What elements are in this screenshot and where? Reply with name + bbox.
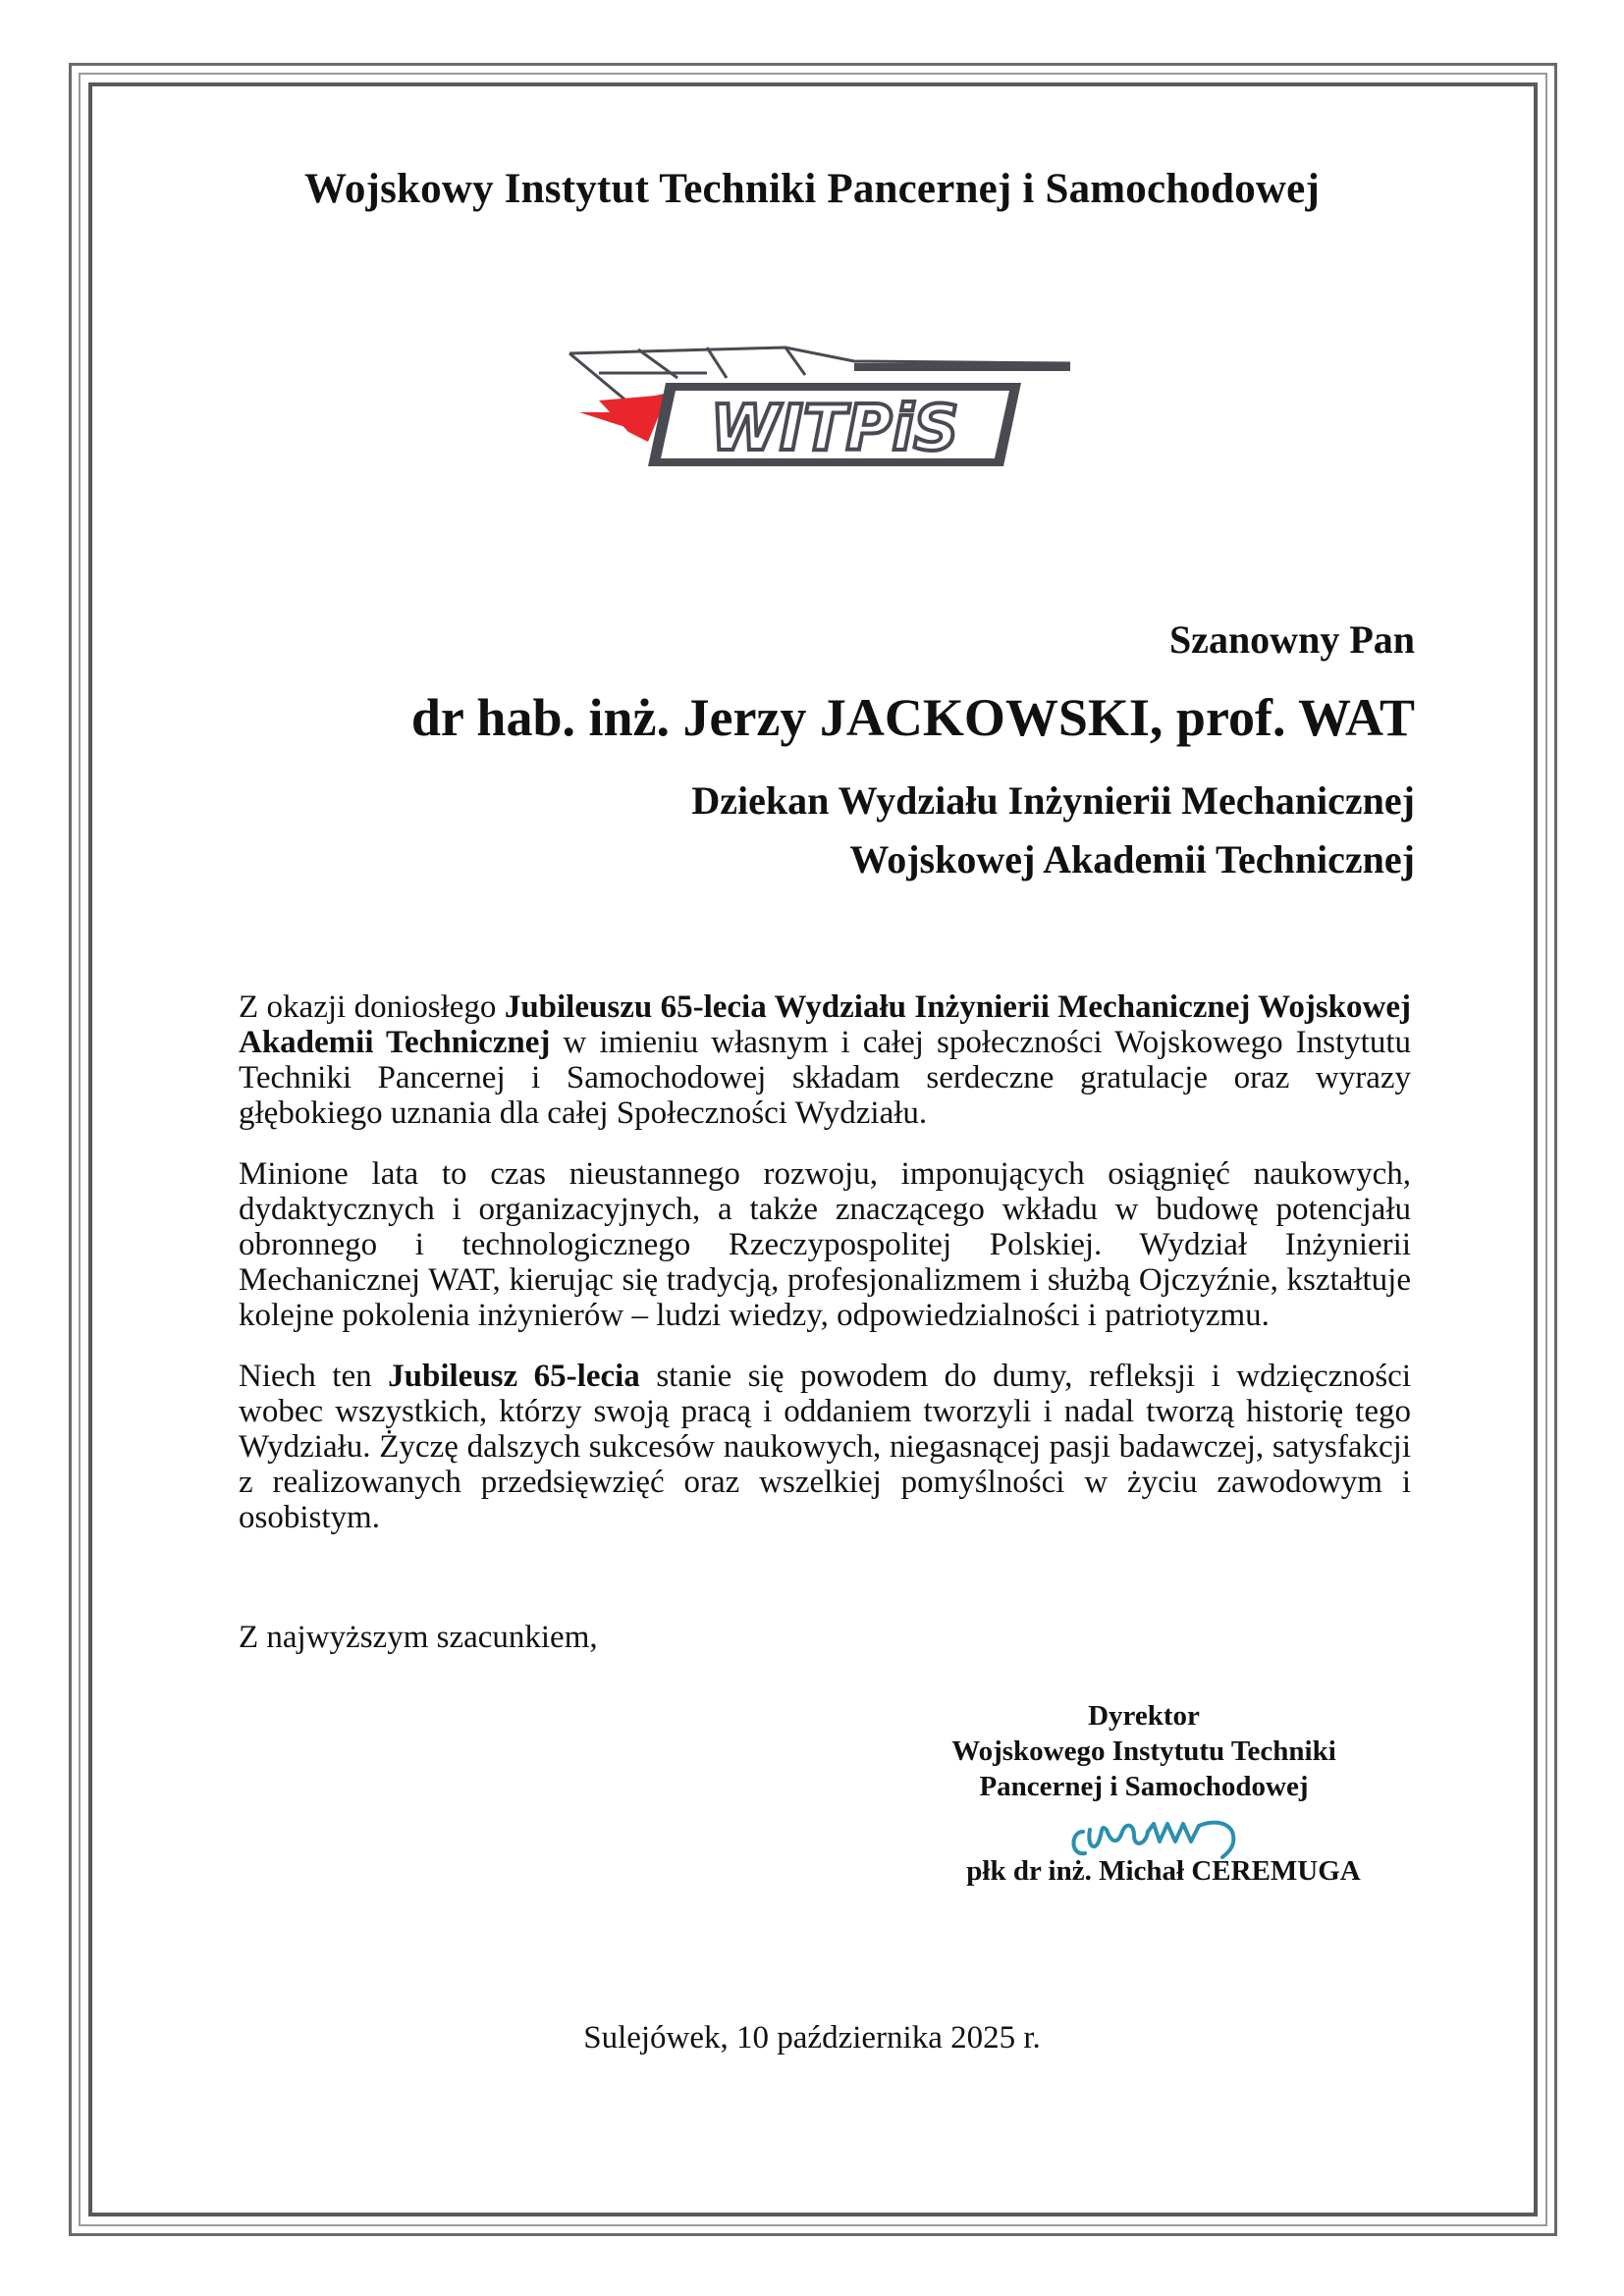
place-and-date: Sulejówek, 10 października 2025 r. bbox=[583, 2020, 1041, 2056]
signature-institution-line2: Pancernej i Samochodowej bbox=[979, 1771, 1309, 1802]
institution-header: Wojskowy Instytut Techniki Pancernej i Samochodowej bbox=[304, 166, 1320, 212]
handwritten-signature bbox=[1065, 1802, 1281, 1861]
signatory-name: płk dr inż. Michał CEREMUGA bbox=[966, 1855, 1361, 1887]
recipient-role-line1: Dziekan Wydziału Inżynierii Mechanicznej bbox=[691, 778, 1415, 823]
paragraph-2: Minione lata to czas nieustannego rozwoju, imponujących osiągnięć naukowych, dydaktycznych i organizacyjnych, a także znaczącego wkładu w budowę potencjału obronnego i technologicznego Rzeczypospolitej Polskiej. Wydział Inżynierii Mechanicznej WAT, kierując się tradycją, profesjonalizmem i służbą Ojczyźnie, kształtuje kolejne pokolenia inżynierów – ludzi wiedzy, odpowiedzialności i patriotyzmu. bbox=[239, 1156, 1411, 1333]
signature-title: Dyrektor bbox=[1088, 1700, 1200, 1732]
closing-phrase: Z najwyższym szacunkiem, bbox=[239, 1620, 598, 1655]
recipient-name: dr hab. inż. Jerzy JACKOWSKI, prof. WAT bbox=[410, 688, 1415, 747]
recipient-role-line2: Wojskowej Akademii Technicznej bbox=[849, 837, 1415, 881]
salutation: Szanowny Pan bbox=[1168, 617, 1415, 662]
logo-text: WITPiS bbox=[710, 393, 959, 465]
witpis-logo bbox=[560, 334, 1080, 491]
signature-institution-line1: Wojskowego Instytutu Techniki bbox=[951, 1735, 1336, 1767]
paragraph-1: Z okazji doniosłego Jubileuszu 65-lecia Wydziału Inżynierii Mechanicznej Wojskowej Akademii Technicznej w imieniu własnym i całej społeczności Wojskowego Instytutu Techniki Pancernej i Samochodowej składam serdeczne gratulacje oraz wyrazy głębokiego uznania dla całej Społeczności Wydziału. bbox=[239, 989, 1411, 1131]
letter-body bbox=[239, 989, 1411, 1561]
signature-block bbox=[884, 1698, 1404, 1804]
paragraph-3: Niech ten Jubileusz 65-lecia stanie się powodem do dumy, refleksji i wdzięczności wobec wszystkich, którzy swoją pracą i oddaniem tworzyli i nadal tworzą historię tego Wydziału. Życzę dalszych sukcesów naukowych, niegasnącej pasji badawczej, satysfakcji z realizowanych przedsięwzięć oraz wszelkiej pomyślności w życiu zawodowym i osobistym. bbox=[239, 1359, 1412, 1535]
